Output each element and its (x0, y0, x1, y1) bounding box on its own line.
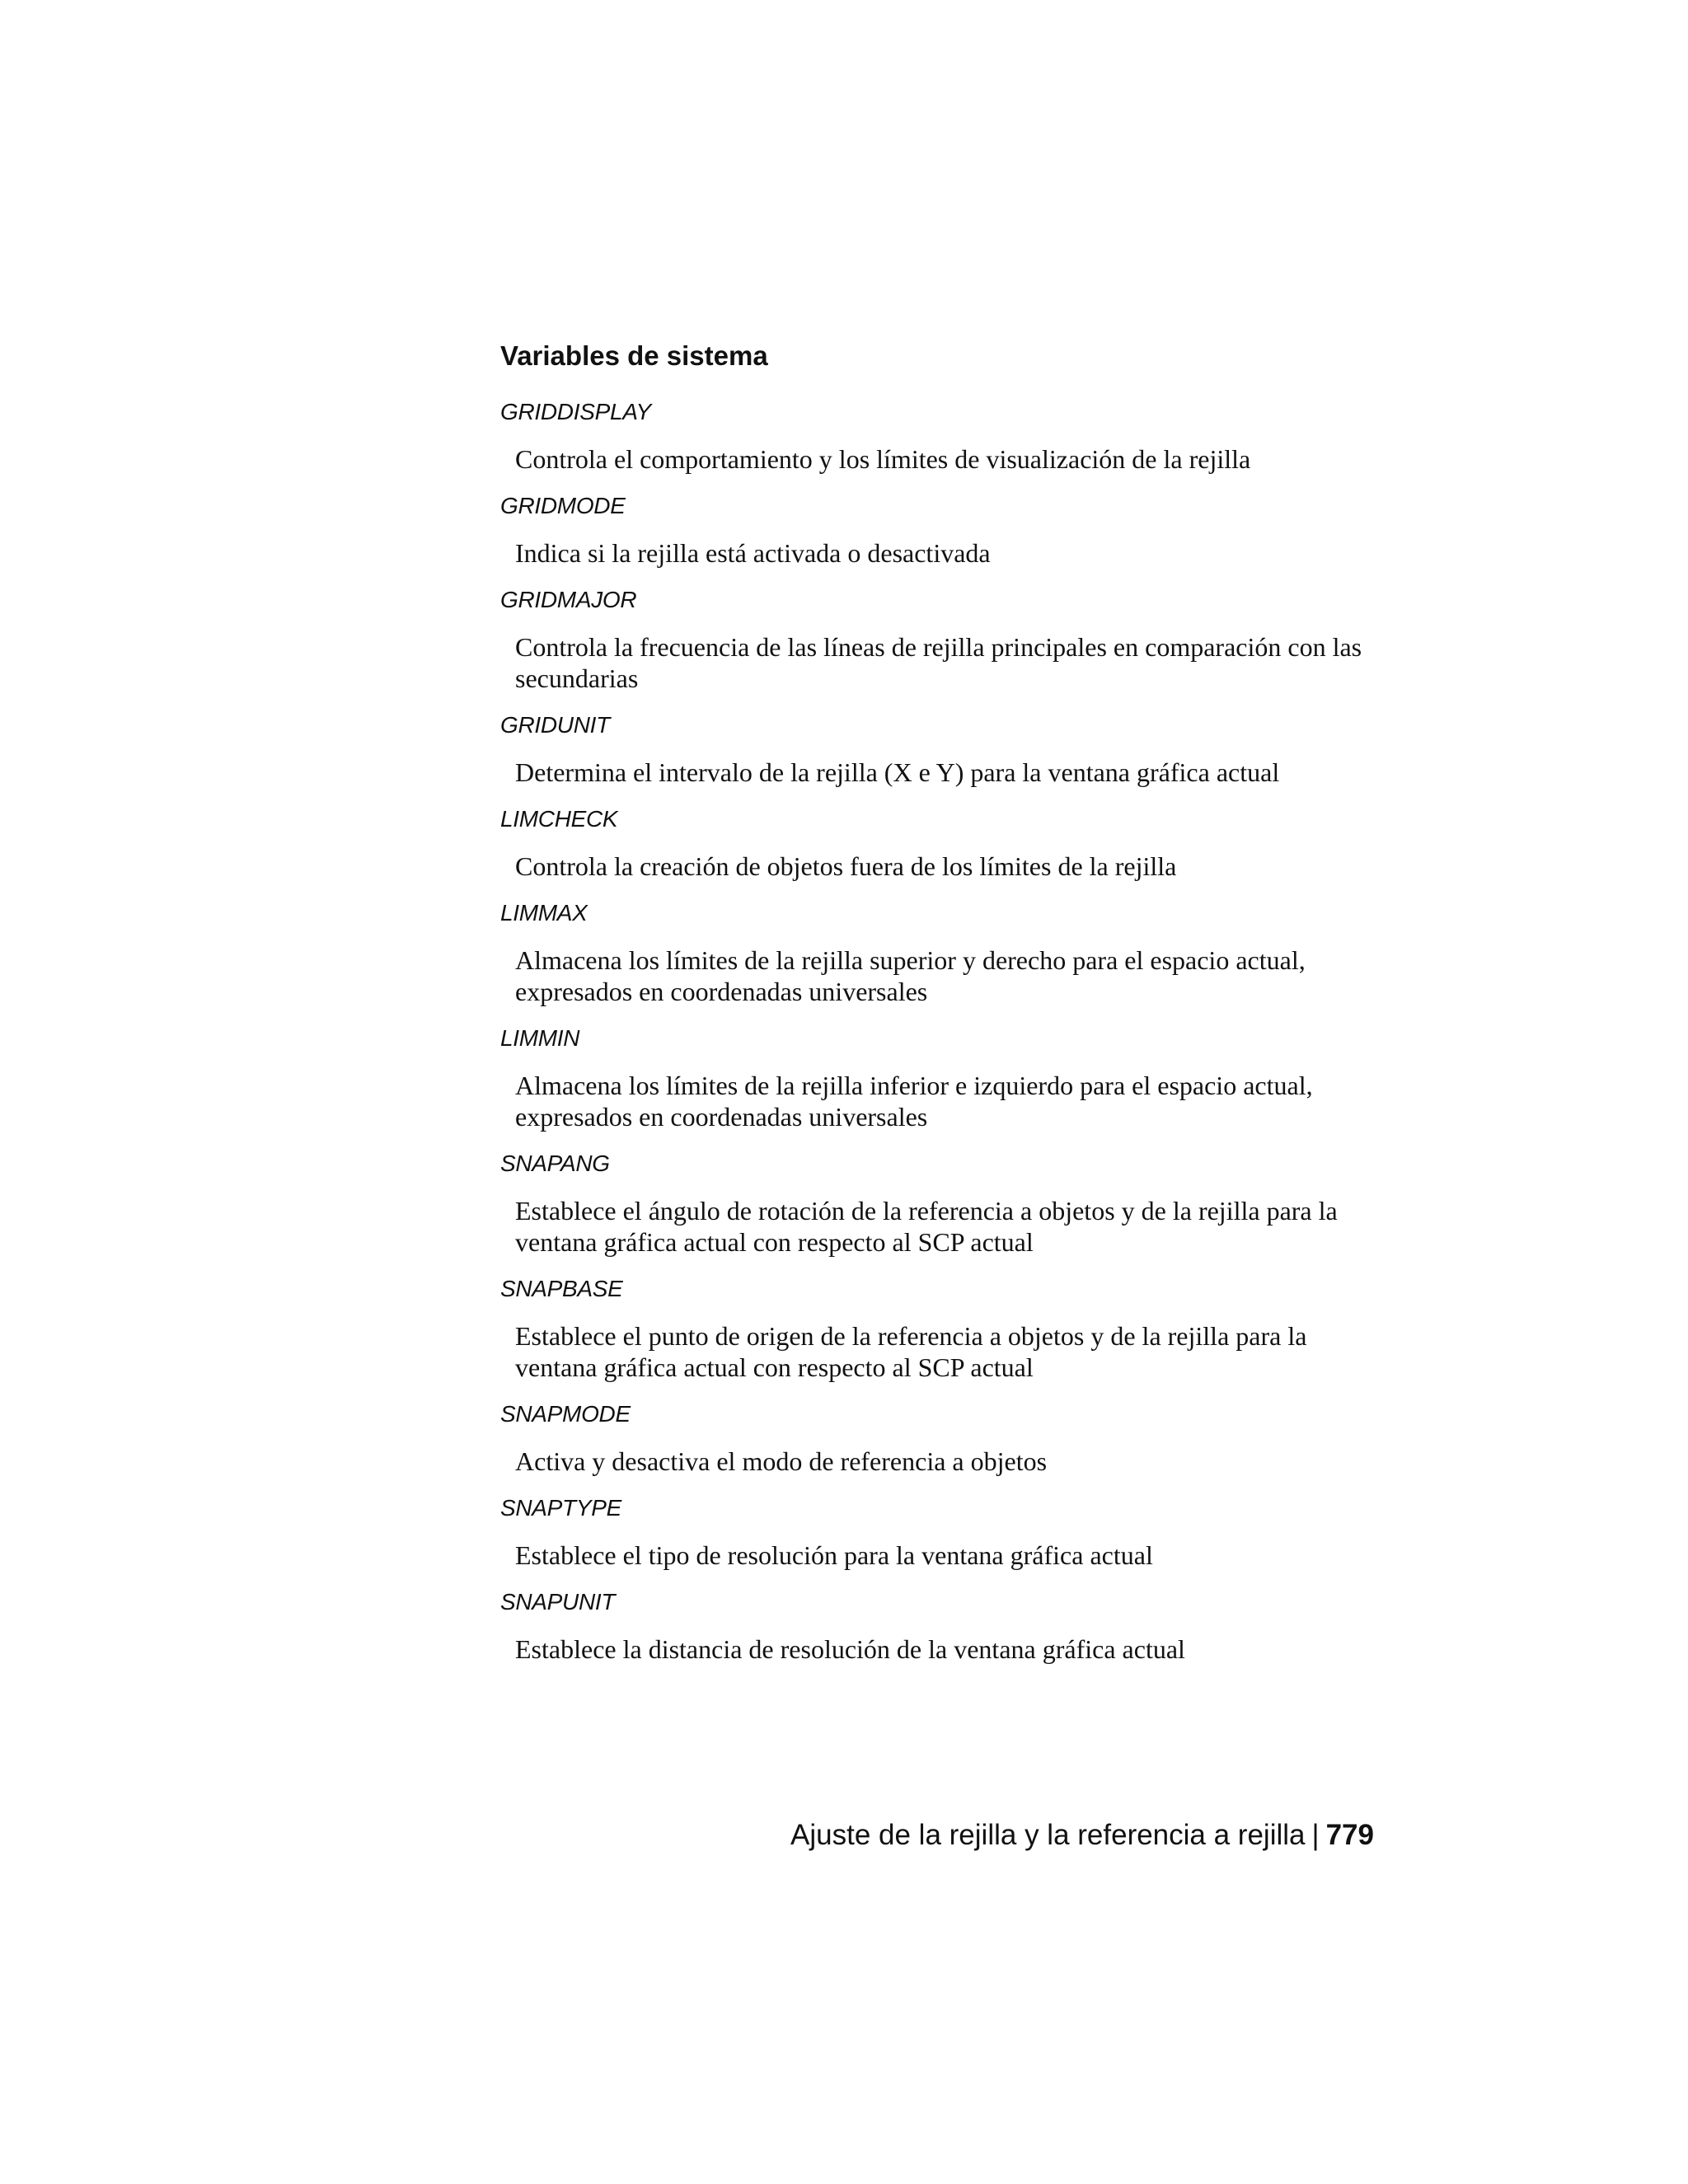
entry-term: GRIDDISPLAY (500, 399, 651, 424)
entry-description: Determina el intervalo de la rejilla (X e Y) para la ventana gráfica actual (515, 757, 1280, 787)
entry-term: LIMMIN (500, 1025, 580, 1051)
entry-description: Controla la creación de objetos fuera de los límites de la rejilla (515, 851, 1177, 881)
page-number: 779 (1325, 1819, 1374, 1851)
entry-griddisplay (500, 397, 1374, 475)
entry-description: Indica si la rejilla está activada o desactivada (515, 538, 991, 568)
entry-description: Almacena los límites de la rejilla superior y derecho para el espacio actual, expresados en coordenadas universales (515, 945, 1306, 1006)
entry-description: Controla el comportamiento y los límites de visualización de la rejilla (515, 444, 1251, 474)
entry-term: SNAPBASE (500, 1276, 623, 1301)
section-title: Variables de sistema (500, 340, 768, 371)
entry-limmin (500, 1024, 1374, 1132)
entry-description: Establece la distancia de resolución de la ventana gráfica actual (515, 1634, 1185, 1664)
footer-chapter-title: Ajuste de la rejilla y la referencia a rejilla (790, 1819, 1306, 1851)
entry-term: LIMCHECK (500, 806, 618, 832)
entry-limmax (500, 898, 1374, 1007)
entry-limcheck (500, 804, 1374, 882)
entry-term: SNAPANG (500, 1151, 610, 1176)
page-content (500, 340, 1374, 1681)
entry-term: SNAPTYPE (500, 1495, 621, 1521)
entry-description: Controla la frecuencia de las líneas de rejilla principales en comparación con las secundarias (515, 632, 1362, 693)
entry-term: GRIDUNIT (500, 712, 610, 738)
footer-separator: | (1311, 1819, 1320, 1851)
entry-snaptype (500, 1493, 1374, 1571)
entry-term: LIMMAX (500, 900, 588, 926)
entry-term: SNAPMODE (500, 1401, 631, 1427)
entry-description: Establece el ángulo de rotación de la referencia a objetos y de la rejilla para la ventana gráfica actual con respecto al SCP actual (515, 1196, 1338, 1257)
entry-description: Almacena los límites de la rejilla inferior e izquierdo para el espacio actual, expresados en coordenadas universales (515, 1071, 1313, 1132)
entry-term: SNAPUNIT (500, 1589, 616, 1615)
entry-snapmode (500, 1399, 1374, 1477)
entry-term: GRIDMODE (500, 493, 626, 518)
entry-description: Activa y desactiva el modo de referencia a objetos (515, 1446, 1048, 1476)
entry-description: Establece el tipo de resolución para la ventana gráfica actual (515, 1540, 1153, 1570)
entry-snapbase (500, 1274, 1374, 1383)
entry-gridmajor (500, 585, 1374, 694)
entry-gridunit (500, 710, 1374, 788)
entry-snapunit (500, 1587, 1374, 1665)
entry-description: Establece el punto de origen de la referencia a objetos y de la rejilla para la ventana gráfica actual con respecto al SCP actual (515, 1321, 1307, 1382)
entry-term: GRIDMAJOR (500, 587, 637, 612)
entry-snapang (500, 1149, 1374, 1258)
page-footer (790, 1817, 1374, 1854)
entry-gridmode (500, 491, 1374, 569)
